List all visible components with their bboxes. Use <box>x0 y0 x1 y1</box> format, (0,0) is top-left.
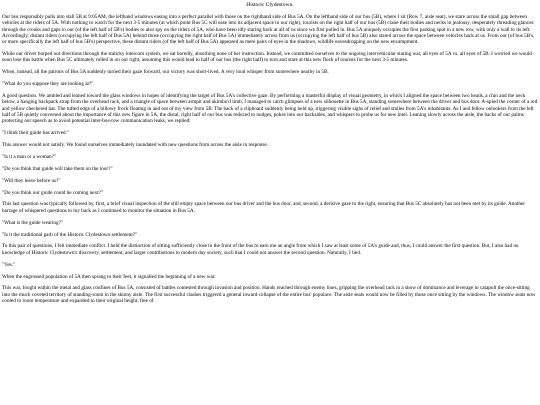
paragraph: "Do you think our guide could be coming next?" <box>2 189 104 196</box>
document-body <box>2 14 538 304</box>
paragraph: This answer would not satisfy. We found ourselves immediately inundated with new questions from across the aisle in response. <box>2 142 268 149</box>
paragraph: When, instead, all the patrons of Bus 5A suddenly turned their gaze forward, our victory was short-lived. A very loud whisper from somewhere nearby in 5B. <box>2 69 329 76</box>
paragraph: This war, fought within the metal and glass confines of Bus 5A, consisted of battles contested through invasion and position. Hands reached through enemy lines, gripping the overhead rack in a show of dominance and leverage to catapult the once-sitting into the much coveted territory of standing-room in the skinny aisle. The first successful clashes triggered a general inward collapse of the entire bus' populace. The aisle seats would now be filled by those once sitting by the windows. The window seats now cooled to room temperature and expanded to their original height, free of <box>2 285 536 304</box>
paragraph: "Yes." <box>2 261 16 268</box>
paragraph: "I think their guide has arrived." <box>2 130 70 137</box>
paragraph: "Do you think that guide will take them on the tour?" <box>2 165 113 172</box>
paragraph: A good question. We ambled and leaned toward the glass windows in hopes of identifying the target of Bus 5A's collective gaze. By performing a masterful display of visual geometry, in which I aligned the space between two heads, a chin and the neck below, a hanging backpack strap from the overhead rack, and a triangle of space between armpit and akimbo'd limb, I managed to catch glimpses of a new silhouette in Bus 5A, standing somewhere between the driver and bus door. A-spied the corner of a red and yellow checkered hat. The tufted edge of a billowy frock floating in and out of my view from 5B. The back of a clipboard suddenly being held up, triggering visible sighs of relief and smiles from 5A's inhabitants. As I and fellow onlookers from the left half of 5B quietly conversed about the importance of this new figure in 5A, the distal, right half of our bus was reduced to nudges, pokes into our backsides, and whispers to probe us for new intel. Leaning slowly across the aisle, the backs of our palms protecting our speech as to avoid potential inter-bus-row communication leaks, we replied: <box>2 93 538 125</box>
paragraph: "Is it the traditional garb of the Historic Clydestown settlement?" <box>2 231 138 238</box>
paragraph: This last question was typically followed by, first, a brief visual inspection of the still empty space between our bus driver and the bus door, and, second, a derisive gaze to the right, ensuring that Bus 5C absolutely has not been met by its guide. Another barrage of whispered questions to my back as I continued to monitor the situation in Bus 5A. <box>2 201 525 214</box>
document-title: Historic Clydestown. <box>246 2 294 8</box>
paragraph: "Is it a man or a woman?" <box>2 153 57 160</box>
paragraph: Our bus responsibly pulls into stall 5B at 9:05AM, the lefthand windows easing into a perfect parallel with those on the righthand side of Bus 5A. On the lefthand side of our bus (5B), where I sit (Row 7, aisle seat), we stare across the small gap between vehicles at the riders of 5A. With nothing to watch for the next 3-5 minutes (at which point Bus 5C will ease into its adjacent space to our right), tourists on the right half of our bus (5B) crane their bodies and necks in jealousy, desperately threading glances through the crooks and gaps in our (of the left half of 5B's) bodies to also spy on the riders of 5A, who have been idly staring back at all of us since we first pulled in. Bus 5A uniquely occupies the first parking spot in a new row, with only a wall to its left. Accordingly, distant riders (occupying the left half of Bus 5A) behind those (occupying the right half of Bus 5A) immediately across from us (occupying the left half of bus 5B) also stared across the space between vehicles back at us. From our (of bus 5B's, or more specifically the left half of bus 5B's) perspective, these distant riders (of the left half of Bus 5A) appeared as mere pairs of eyes in the shadows, wildlife eavesdropping on the new encampment. <box>2 14 535 46</box>
paragraph: "What is the guide wearing?" <box>2 219 63 226</box>
paragraph: To this pair of questions, I felt immediate conflict. I held the distinction of sitting sufficiently close to the front of the bus to earn me an angle from which I saw at least some of 5A's guide and, thus, I could answer the first question. But, I also had no knowledge of Historic Clydestown's discovery, settlement, and larger contributions to modern day society, such that I could not answer the second question. Naturally, I lied. <box>2 243 519 256</box>
paragraph: While our driver burped out directions through the staticky intercom system, we sat boredly, absorbing none of her instruction. Instead, we committed ourselves to the ongoing intervehicular staring war, all eyes of 5A vs. all eyes of 5B. I worried we would soon lose this battle when Bus 5C ultimately rolled in on our right, assuming this would lead to half of our bus (the right half) to turn and stare at this new flock of tourists for the next 3-5 minutes. <box>2 51 532 64</box>
paragraph: When the engrossed population of 5A then sprang to their feet, it signalled the beginning of a new war. <box>2 273 216 280</box>
paragraph: "What do you suppose they are looking at?" <box>2 81 94 88</box>
paragraph: "Will they leave before us?" <box>2 177 61 184</box>
